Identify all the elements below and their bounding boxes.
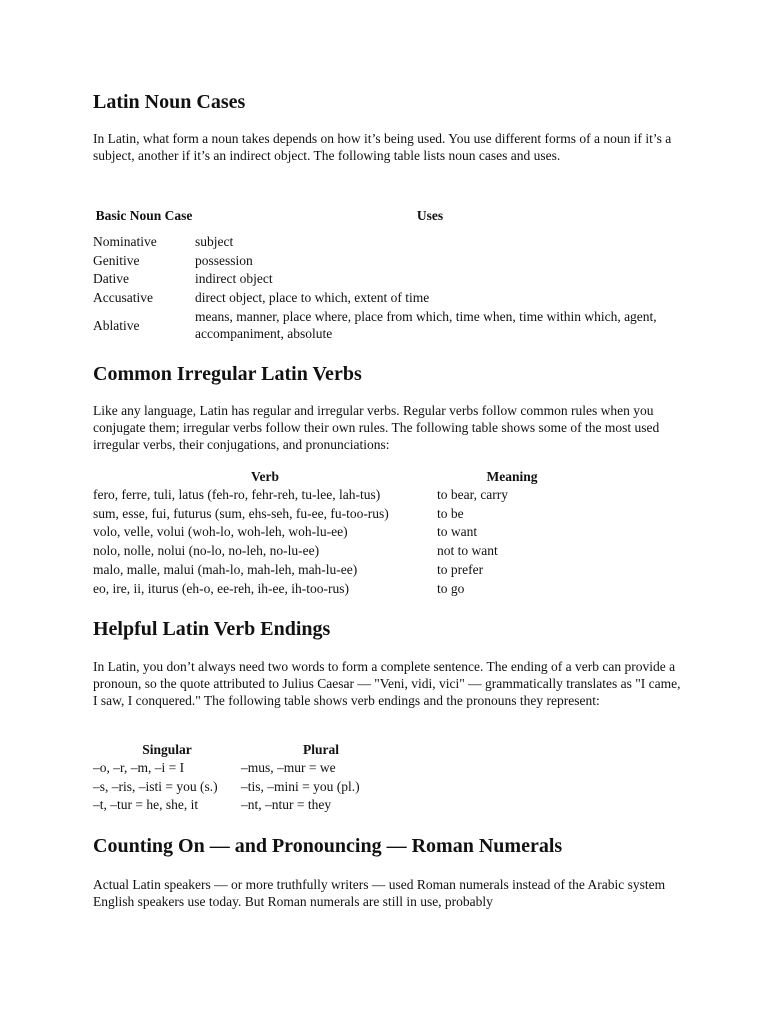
section-title-verb-endings: Helpful Latin Verb Endings: [93, 618, 331, 640]
table-row: [93, 796, 401, 815]
verb-cell: malo, malle, malui (mah-lo, mah-leh, mah-lu-ee): [93, 562, 358, 578]
table-header-row: [93, 468, 587, 485]
case-cell: Nominative: [93, 233, 157, 249]
verb-cell: volo, velle, volui (woh-lo, woh-leh, woh-lu-ee): [93, 524, 348, 540]
meaning-cell: to want: [437, 524, 478, 540]
case-cell: Genitive: [93, 252, 140, 268]
table-row: [93, 232, 665, 251]
verb-cell: sum, esse, fui, futurus (sum, ehs-seh, fu-ee, fu-too-rus): [93, 505, 389, 521]
table-header-row: [93, 198, 665, 232]
meaning-cell: to bear, carry: [437, 486, 509, 502]
table-row: [93, 758, 401, 777]
header-meaning: Meaning: [486, 469, 538, 484]
use-cell: means, manner, place where, place from which, time when, time within which, agent, accompaniment, absolute: [195, 309, 657, 342]
plural-cell: –nt, –ntur = they: [241, 797, 332, 813]
use-cell: subject: [195, 233, 234, 249]
table-row: [93, 560, 587, 579]
table-header-row: [93, 741, 401, 758]
roman-numerals-intro: Actual Latin speakers — or more truthfully writers — used Roman numerals instead of the Arabic system English speakers use today. But Roman numerals are still in use, probably: [93, 877, 666, 909]
table-row: [93, 777, 401, 796]
use-cell: indirect object: [195, 271, 273, 287]
table-row: [93, 504, 587, 523]
use-cell: direct object, place to which, extent of time: [195, 290, 430, 306]
table-row: [93, 251, 665, 270]
verb-endings-table: [93, 741, 401, 814]
table-row: [93, 541, 587, 560]
verb-cell: fero, ferre, tuli, latus (feh-ro, fehr-reh, tu-lee, lah-tus): [93, 486, 381, 502]
irregular-verbs-table: [93, 468, 587, 598]
verb-cell: nolo, nolle, nolui (no-lo, no-leh, no-lu-ee): [93, 543, 320, 559]
case-cell: Dative: [93, 271, 129, 287]
verb-endings-intro: In Latin, you don’t always need two words to form a complete sentence. The ending of a verb can provide a pronoun, so the quote attributed to Julius Caesar — "Veni, vidi, vici" — grammatically translates as "I came, I saw, I conquered." The following table shows verb endings and the pronouns they represent:: [93, 659, 681, 708]
meaning-cell: to prefer: [437, 562, 484, 578]
section-title-noun-cases: Latin Noun Cases: [93, 91, 246, 113]
table-row: [93, 288, 665, 307]
verb-cell: eo, ire, ii, iturus (eh-o, ee-reh, ih-ee, ih-too-rus): [93, 580, 350, 596]
section-title-irregular-verbs: Common Irregular Latin Verbs: [93, 363, 362, 385]
header-verb: Verb: [250, 469, 279, 484]
header-uses: Uses: [416, 207, 444, 223]
table-row: [93, 523, 587, 542]
table-row: [93, 307, 665, 343]
case-cell: Ablative: [93, 317, 140, 333]
table-row: [93, 485, 587, 504]
meaning-cell: to be: [437, 505, 464, 521]
table-row: [93, 579, 587, 598]
irregular-verbs-intro: Like any language, Latin has regular and irregular verbs. Regular verbs follow common rules when you conjugate them; irregular verbs follow their own rules. The following table shows some of the most used irregular verbs, their conjugations, and pronunciations:: [93, 403, 660, 452]
header-singular: Singular: [142, 742, 192, 757]
header-basic-noun-case: Basic Noun Case: [95, 207, 193, 223]
header-plural: Plural: [303, 742, 339, 757]
meaning-cell: to go: [437, 580, 465, 596]
meaning-cell: not to want: [437, 543, 498, 559]
noun-cases-intro: In Latin, what form a noun takes depends on how it’s being used. You use different forms of a noun if it’s a subject, another if it’s an indirect object. The following table lists noun cases and uses.: [93, 131, 672, 163]
singular-cell: –s, –ris, –isti = you (s.): [93, 778, 218, 794]
section-title-roman-numerals: Counting On — and Pronouncing — Roman Numerals: [93, 835, 563, 857]
noun-cases-table: [93, 198, 665, 343]
use-cell: possession: [195, 252, 253, 268]
singular-cell: –t, –tur = he, she, it: [93, 797, 199, 813]
plural-cell: –mus, –mur = we: [241, 759, 336, 775]
singular-cell: –o, –r, –m, –i = I: [93, 759, 185, 775]
plural-cell: –tis, –mini = you (pl.): [241, 778, 360, 794]
case-cell: Accusative: [93, 290, 153, 306]
table-row: [93, 270, 665, 289]
